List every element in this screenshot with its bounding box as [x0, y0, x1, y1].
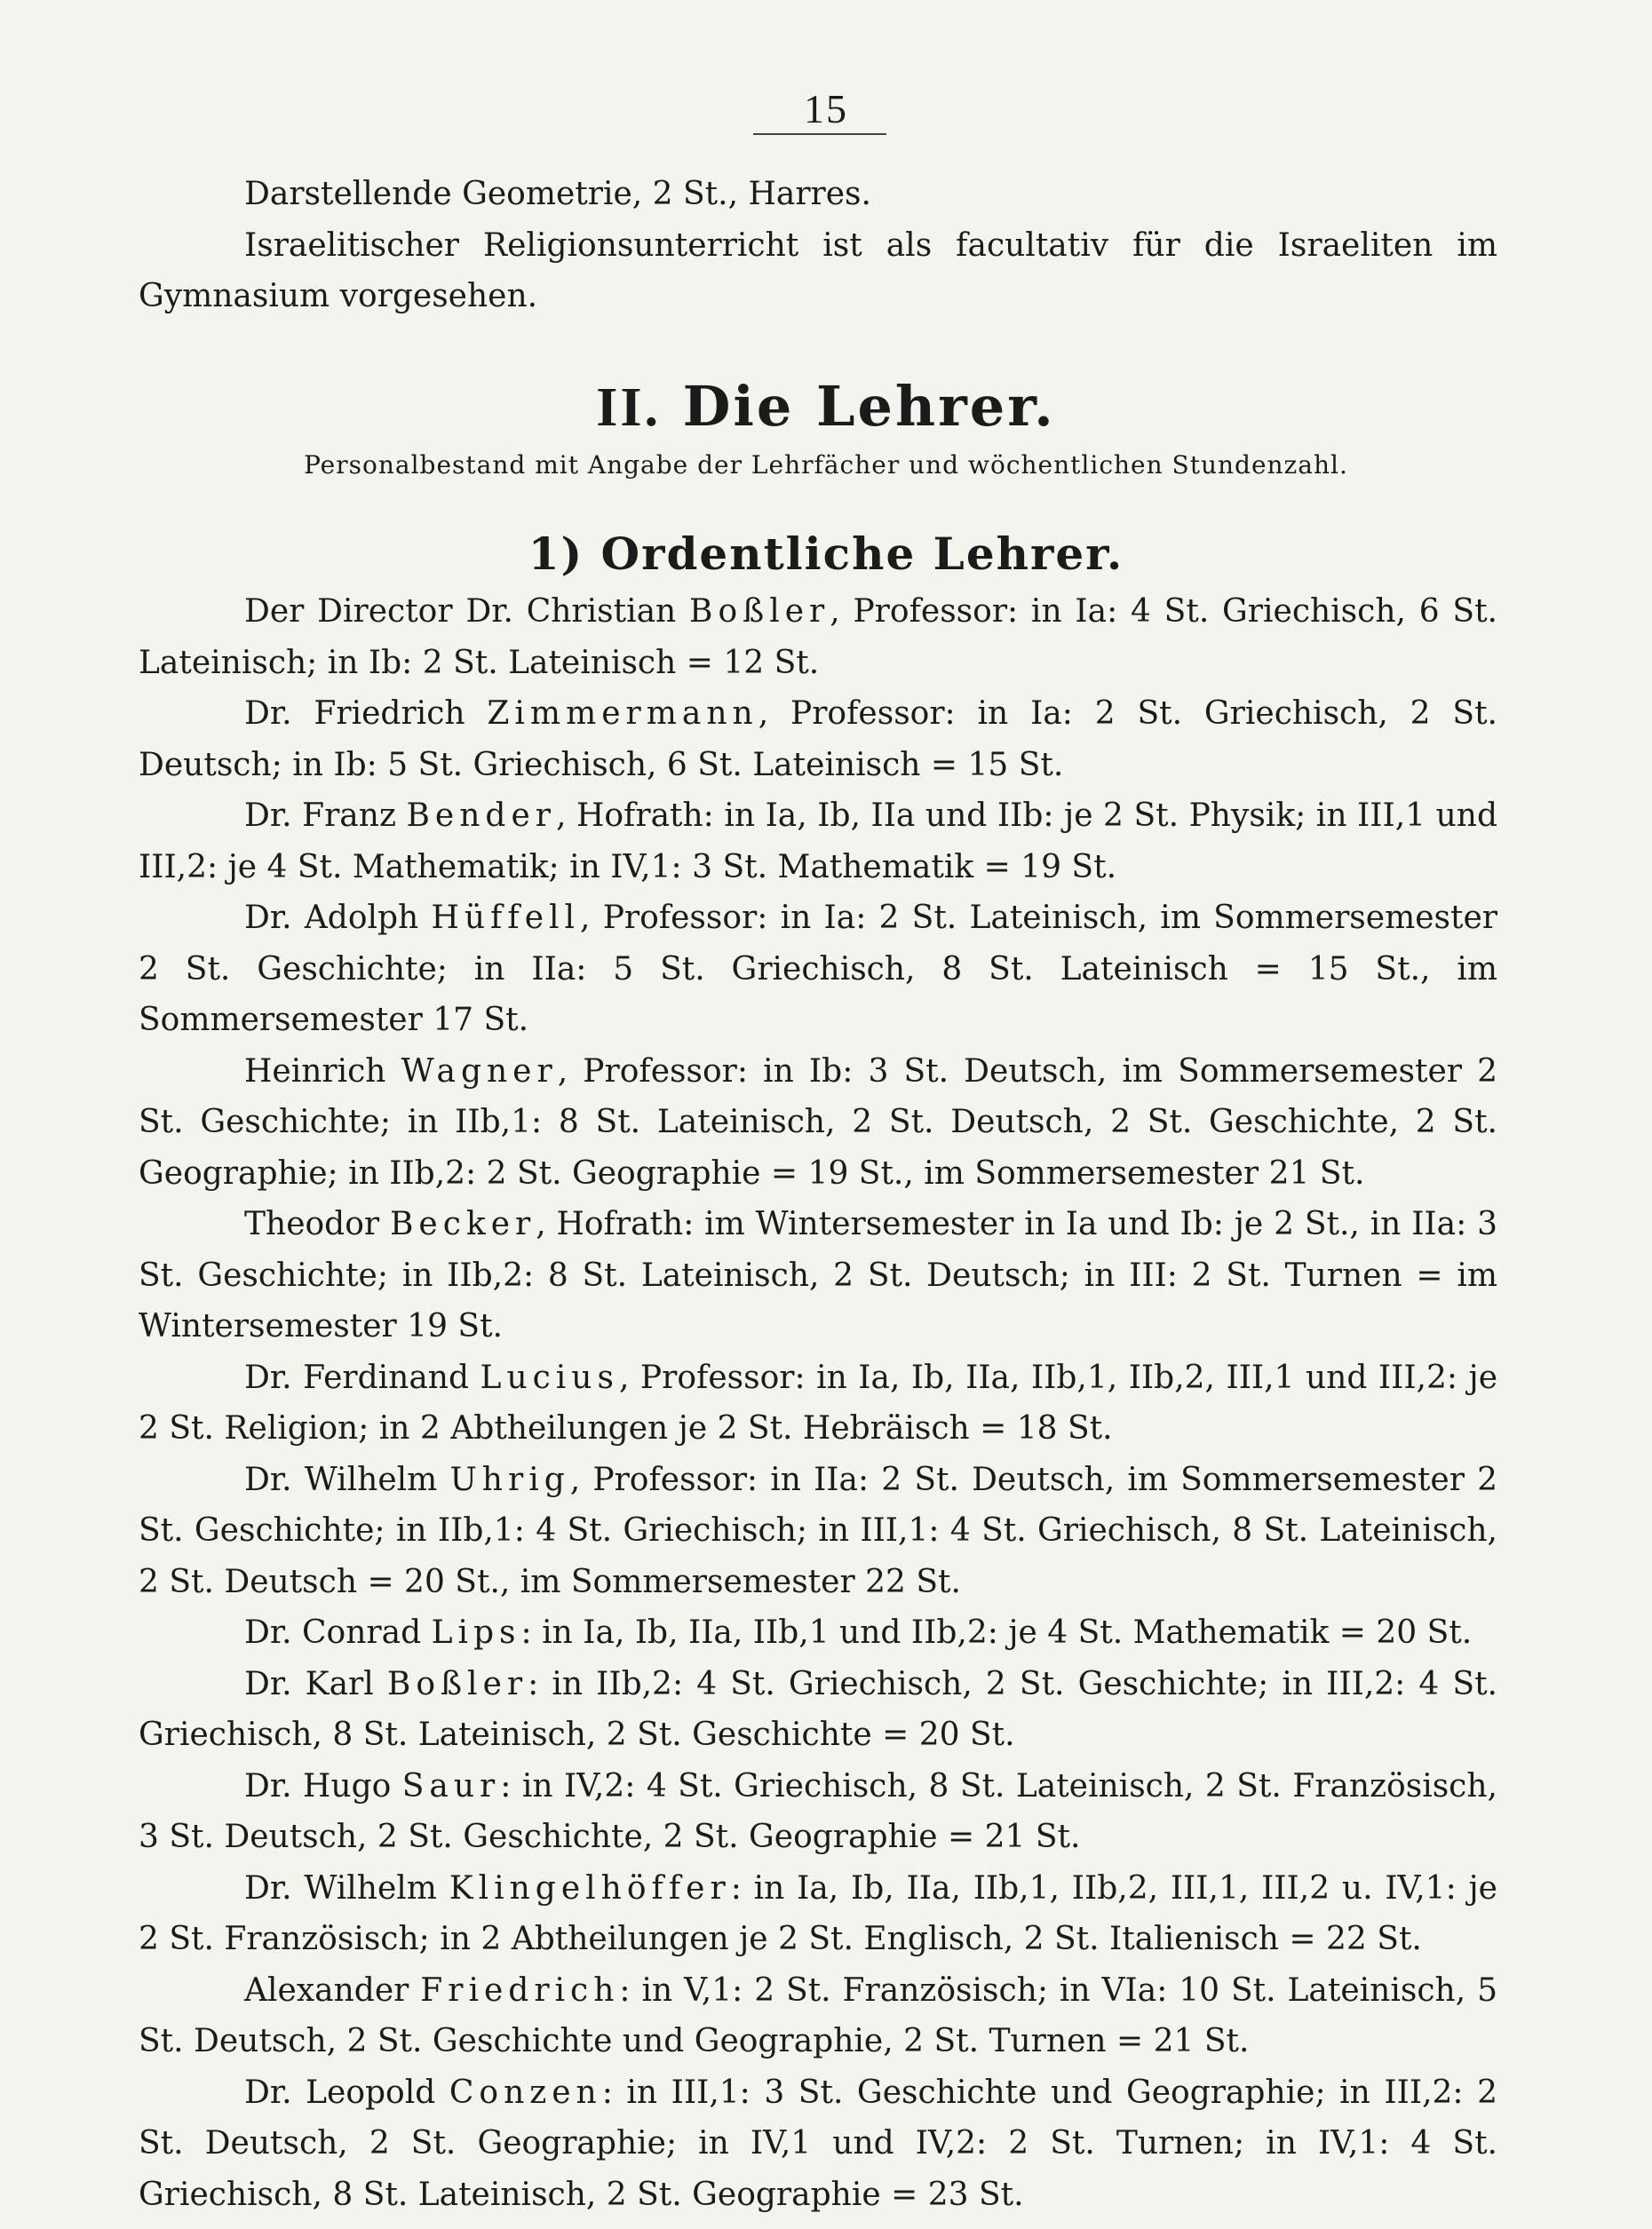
intro-line-geometry: Darstellende Geometrie, 2 St., Harres. [244, 176, 871, 212]
subsection-heading: 1) Ordentliche Lehrer. [528, 528, 1124, 580]
teacher-name: Friedrich [420, 1971, 620, 2009]
teacher-name: Conzen [449, 2074, 602, 2111]
teacher-name: Wagner [401, 1052, 558, 1090]
section-numeral: II. [596, 377, 662, 438]
teacher-list [139, 586, 1497, 2220]
teacher-entry: Dr. Adolph Hüffell, Professor: in Ia: 2 St. Lateinisch, im Sommersemester 2 St. Geschichte; in IIa: 5 St. Griechisch, 8 St. Lateinisch = 15 St., im Sommersemester 17 St. [139, 900, 1497, 1038]
teacher-entry: Dr. Conrad Lips: in Ia, Ib, IIa, IIb,1 und IIb,2: je 4 St. Mathematik = 20 St. [244, 1614, 1473, 1651]
teacher-name: Boßler [689, 593, 830, 630]
teacher-entry: Dr. Karl Boßler: in IIb,2: 4 St. Griechisch, 2 St. Geschichte; in III,2: 4 St. Griechisch, 8 St. Lateinisch, 2 St. Geschichte = 20 St. [139, 1665, 1497, 1753]
teacher-name: Becker [389, 1206, 536, 1242]
teacher-entry: Der Director Dr. Christian Boßler, Professor: in Ia: 4 St. Griechisch, 6 St. Lateinisch; in Ib: 2 St. Lateinisch = 12 St. [139, 593, 1497, 681]
section-title: Die Lehrer. [682, 374, 1056, 439]
teacher-name: Zimmermann [487, 695, 758, 732]
teacher-name: Klingelhöffer [449, 1869, 731, 1907]
teacher-name: Lips [431, 1614, 521, 1651]
teacher-name: Hüffell [431, 900, 581, 936]
teacher-entry: Dr. Franz Bender, Hofrath: in Ia, Ib, IIa und IIb: je 2 St. Physik; in III,1 und III,2: je 4 St. Mathematik; in IV,1: 3 St. Mathematik = 19 St. [139, 797, 1497, 885]
teacher-name: Boßler [386, 1665, 528, 1702]
section-subtitle: Personalbestand mit Angabe der Lehrfächer und wöchentlichen Stundenzahl. [304, 450, 1348, 480]
teacher-entry: Dr. Ferdinand Lucius, Professor: in Ia, Ib, IIa, IIb,1, IIb,2, III,1 und III,2: je 2 St. Religion; in 2 Abtheilungen je 2 St. Hebräisch = 18 St. [139, 1359, 1497, 1447]
teacher-entry: Dr. Leopold Conzen: in III,1: 3 St. Geschichte und Geographie; in III,2: 2 St. Deutsch, 2 St. Geographie; in IV,1 und IV,2: 2 St. Turnen; in IV,1: 4 St. Griechisch, 8 St. Lateinisch, 2 St. Geographie = 23 St. [139, 2074, 1497, 2213]
teacher-name: Uhrig [449, 1461, 570, 1498]
intro-line-religion: Israelitischer Religionsunterricht ist als facultativ für die Israeliten im Gymnasium vorgesehen. [139, 226, 1497, 314]
teacher-entry: Dr. Wilhelm Uhrig, Professor: in IIa: 2 St. Deutsch, im Sommersemester 2 St. Geschichte; in IIb,1: 4 St. Griechisch; in III,1: 4 St. Griechisch, 8 St. Lateinisch, 2 St. Deutsch = 20 St., im Sommersemester 22 St. [139, 1461, 1497, 1600]
teacher-name: Lucius [480, 1359, 619, 1396]
page-number: 15 [804, 86, 848, 131]
teacher-name: Saur [401, 1767, 501, 1805]
teacher-entry: Dr. Wilhelm Klingelhöffer: in Ia, Ib, IIa, IIb,1, IIb,2, III,1, III,2 u. IV,1: je 2 St. Französisch; in 2 Abtheilungen je 2 St. Englisch, 2 St. Italienisch = 22 St. [139, 1869, 1497, 1957]
teacher-entry: Dr. Hugo Saur: in IV,2: 4 St. Griechisch, 8 St. Lateinisch, 2 St. Französisch, 3 St. Deutsch, 2 St. Geschichte, 2 St. Geographie = 21 St. [139, 1767, 1497, 1855]
intro-block [139, 169, 1497, 322]
teacher-name: Bender [406, 797, 556, 834]
teacher-entry: Heinrich Wagner, Professor: in Ib: 3 St. Deutsch, im Sommersemester 2 St. Geschichte; in IIb,1: 8 St. Lateinisch, 2 St. Deutsch, 2 St. Geschichte, 2 St. Geographie; in IIb,2: 2 St. Geographie = 19 St., im Sommersemester 21 St. [139, 1052, 1498, 1192]
teacher-entry: Theodor Becker, Hofrath: im Wintersemester in Ia und Ib: je 2 St., in IIa: 3 St. Geschichte; in IIb,2: 8 St. Lateinisch, 2 St. Deutsch; in III: 2 St. Turnen = im Wintersemester 19 St. [139, 1206, 1497, 1345]
teacher-entry: Dr. Friedrich Zimmermann, Professor: in Ia: 2 St. Griechisch, 2 St. Deutsch; in Ib: 5 St. Griechisch, 6 St. Lateinisch = 15 St. [139, 695, 1498, 783]
teacher-entry: Alexander Friedrich: in V,1: 2 St. Französisch; in VIa: 10 St. Lateinisch, 5 St. Deutsch, 2 St. Geschichte und Geographie, 2 St. Turnen = 21 St. [139, 1971, 1497, 2059]
section-heading [0, 371, 1652, 443]
page-number-rule [753, 133, 886, 135]
